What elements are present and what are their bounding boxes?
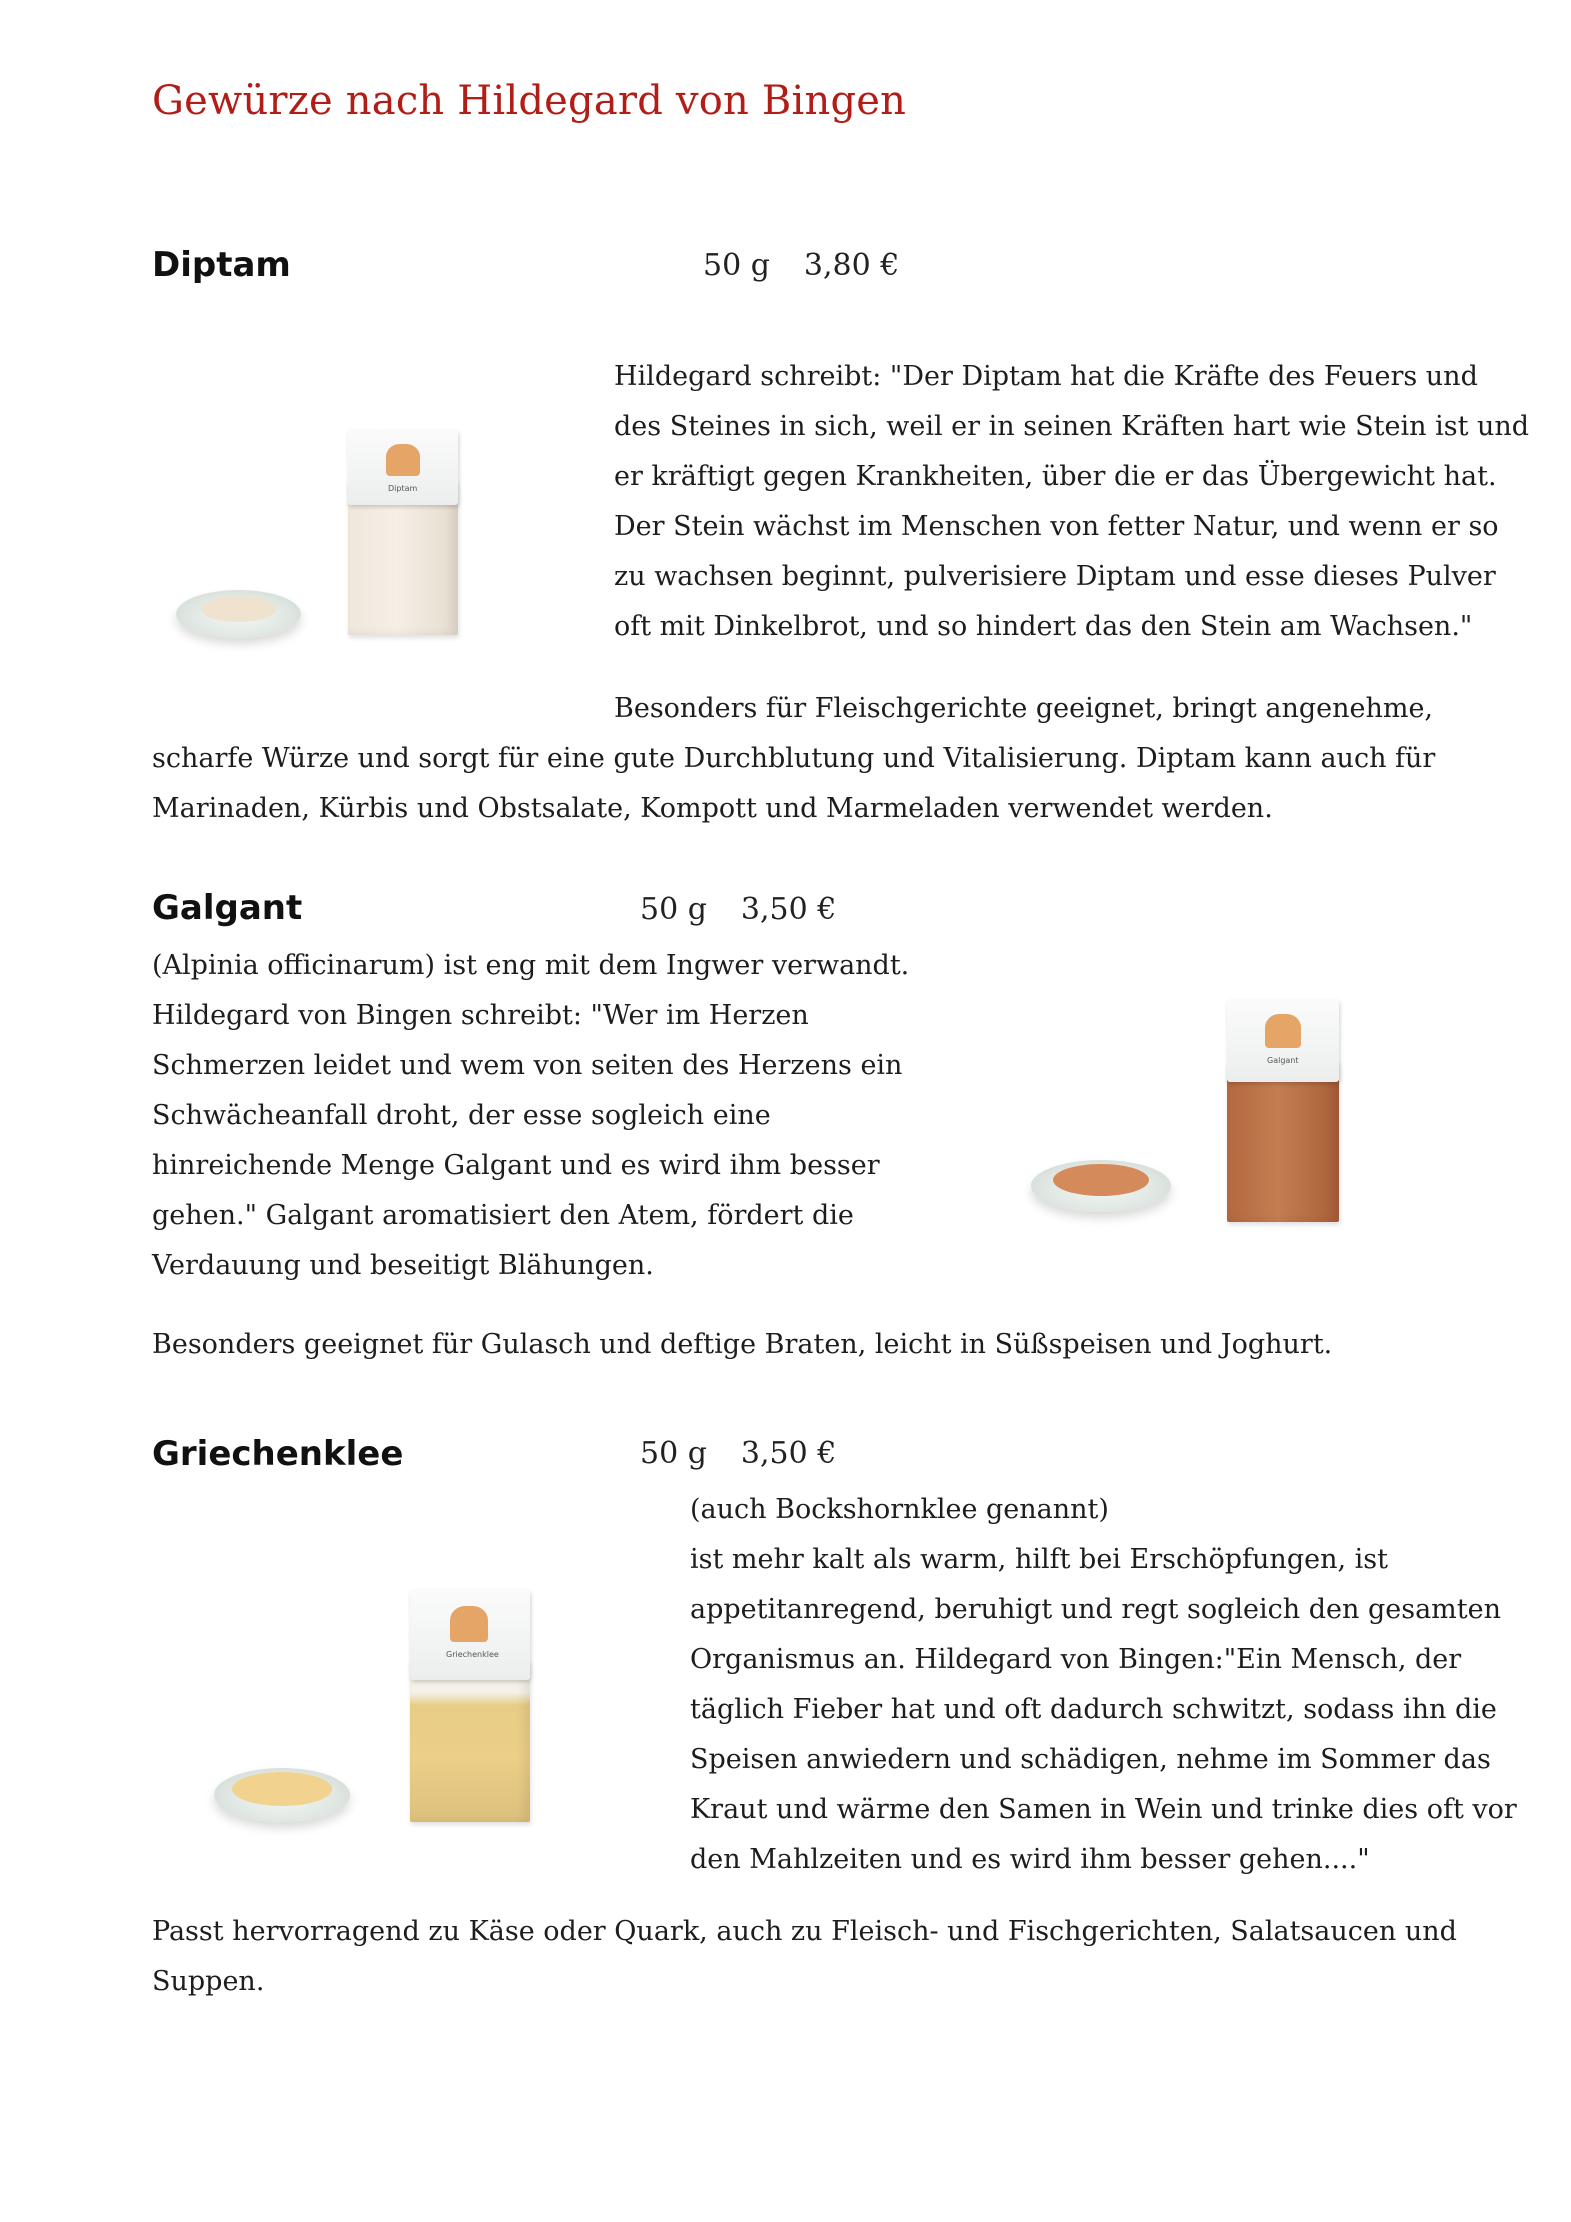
text-line: er kräftigt gegen Krankheiten, über die er das Übergewicht hat.	[614, 461, 1497, 492]
text-line: Passt hervorragend zu Käse oder Quark, auch zu Fleisch- und Fischgerichten, Salatsaucen und	[152, 1916, 1457, 1947]
product-price-diptam	[703, 248, 899, 283]
text-line: appetitanregend, beruhigt und regt sogleich den gesamten	[690, 1594, 1502, 1625]
page-title: Gewürze nach Hildegard von Bingen	[152, 78, 907, 124]
product-photo-griechenklee	[214, 1590, 544, 1840]
product-photo-galgant	[1031, 1000, 1351, 1230]
text-line: des Steines in sich, weil er in seinen Kräften hart wie Stein ist und	[614, 411, 1530, 442]
product-name-diptam: Diptam	[152, 245, 291, 285]
price: 3,50 €	[740, 892, 837, 927]
spice-package	[348, 430, 458, 635]
text-line: täglich Fieber hat und oft dadurch schwitzt, sodass ihn die	[690, 1694, 1497, 1725]
text-line: (Alpinia officinarum) ist eng mit dem Ingwer verwandt.	[152, 950, 910, 981]
text-line: (auch Bockshornklee genannt)	[690, 1494, 1109, 1525]
product-description-galgant	[152, 941, 909, 1291]
text-line: Hildegard von Bingen schreibt: "Wer im Herzen	[152, 1000, 809, 1031]
product-usage-diptam	[152, 684, 1435, 834]
package-label: Diptam	[388, 484, 418, 493]
product-usage-galgant	[152, 1320, 1332, 1370]
product-description-griechenklee	[690, 1485, 1517, 1885]
text-line: oft mit Dinkelbrot, und so hindert das den Stein am Wachsen."	[614, 611, 1473, 642]
text-line: Organismus an. Hildegard von Bingen:"Ein Mensch, der	[690, 1644, 1462, 1675]
text-line: den Mahlzeiten und es wird ihm besser gehen...."	[690, 1844, 1370, 1875]
text-line: Schmerzen leidet und wem von seiten des Herzens ein	[152, 1050, 903, 1081]
weight: 50 g	[703, 248, 770, 283]
text-line: Hildegard schreibt: "Der Diptam hat die Kräfte des Feuers und	[614, 361, 1478, 392]
product-usage-griechenklee	[152, 1907, 1457, 2007]
text-line: ist mehr kalt als warm, hilft bei Erschöpfungen, ist	[690, 1544, 1388, 1575]
price: 3,80 €	[803, 248, 900, 283]
text-line: Schwächeanfall droht, der esse sogleich eine	[152, 1100, 771, 1131]
spice-dish	[176, 590, 301, 638]
spice-package	[1227, 1000, 1339, 1222]
spice-dish	[1031, 1160, 1171, 1212]
powder	[201, 596, 276, 622]
spice-package	[410, 1590, 530, 1822]
text-line: Suppen.	[152, 1966, 265, 1997]
text-line: gehen." Galgant aromatisiert den Atem, fördert die	[152, 1200, 854, 1231]
product-photo-diptam	[176, 430, 476, 650]
text-line: Speisen anwiedern und schädigen, nehme im Sommer das	[690, 1744, 1491, 1775]
text-line: Marinaden, Kürbis und Obstsalate, Kompott und Marmeladen verwendet werden.	[152, 793, 1273, 824]
text-line: scharfe Würze und sorgt für eine gute Durchblutung und Vitalisierung. Diptam kann auch für	[152, 743, 1436, 774]
text-line: hinreichende Menge Galgant und es wird ihm besser	[152, 1150, 880, 1181]
text-line: zu wachsen beginnt, pulverisiere Diptam und esse dieses Pulver	[614, 561, 1496, 592]
product-price-griechenklee	[640, 1436, 836, 1471]
text-line: Besonders geeignet für Gulasch und deftige Braten, leicht in Süßspeisen und Joghurt.	[152, 1329, 1333, 1360]
powder	[1053, 1164, 1149, 1196]
text-line: Verdauung und beseitigt Blähungen.	[152, 1250, 654, 1281]
product-name-griechenklee: Griechenklee	[152, 1434, 404, 1474]
product-price-galgant	[640, 892, 836, 927]
text-line: Kraut und wärme den Samen in Wein und trinke dies oft vor	[690, 1794, 1517, 1825]
spice-dish	[214, 1768, 350, 1822]
text-line: Besonders für Fleischgerichte geeignet, bringt angenehme,	[614, 693, 1434, 724]
powder	[232, 1772, 332, 1806]
product-name-galgant: Galgant	[152, 888, 303, 928]
price: 3,50 €	[740, 1436, 837, 1471]
product-description-diptam	[614, 352, 1529, 652]
package-label: Griechenklee	[446, 1650, 499, 1659]
text-line: Der Stein wächst im Menschen von fetter Natur, und wenn er so	[614, 511, 1499, 542]
weight: 50 g	[640, 892, 707, 927]
weight: 50 g	[640, 1436, 707, 1471]
package-label: Galgant	[1267, 1056, 1299, 1065]
